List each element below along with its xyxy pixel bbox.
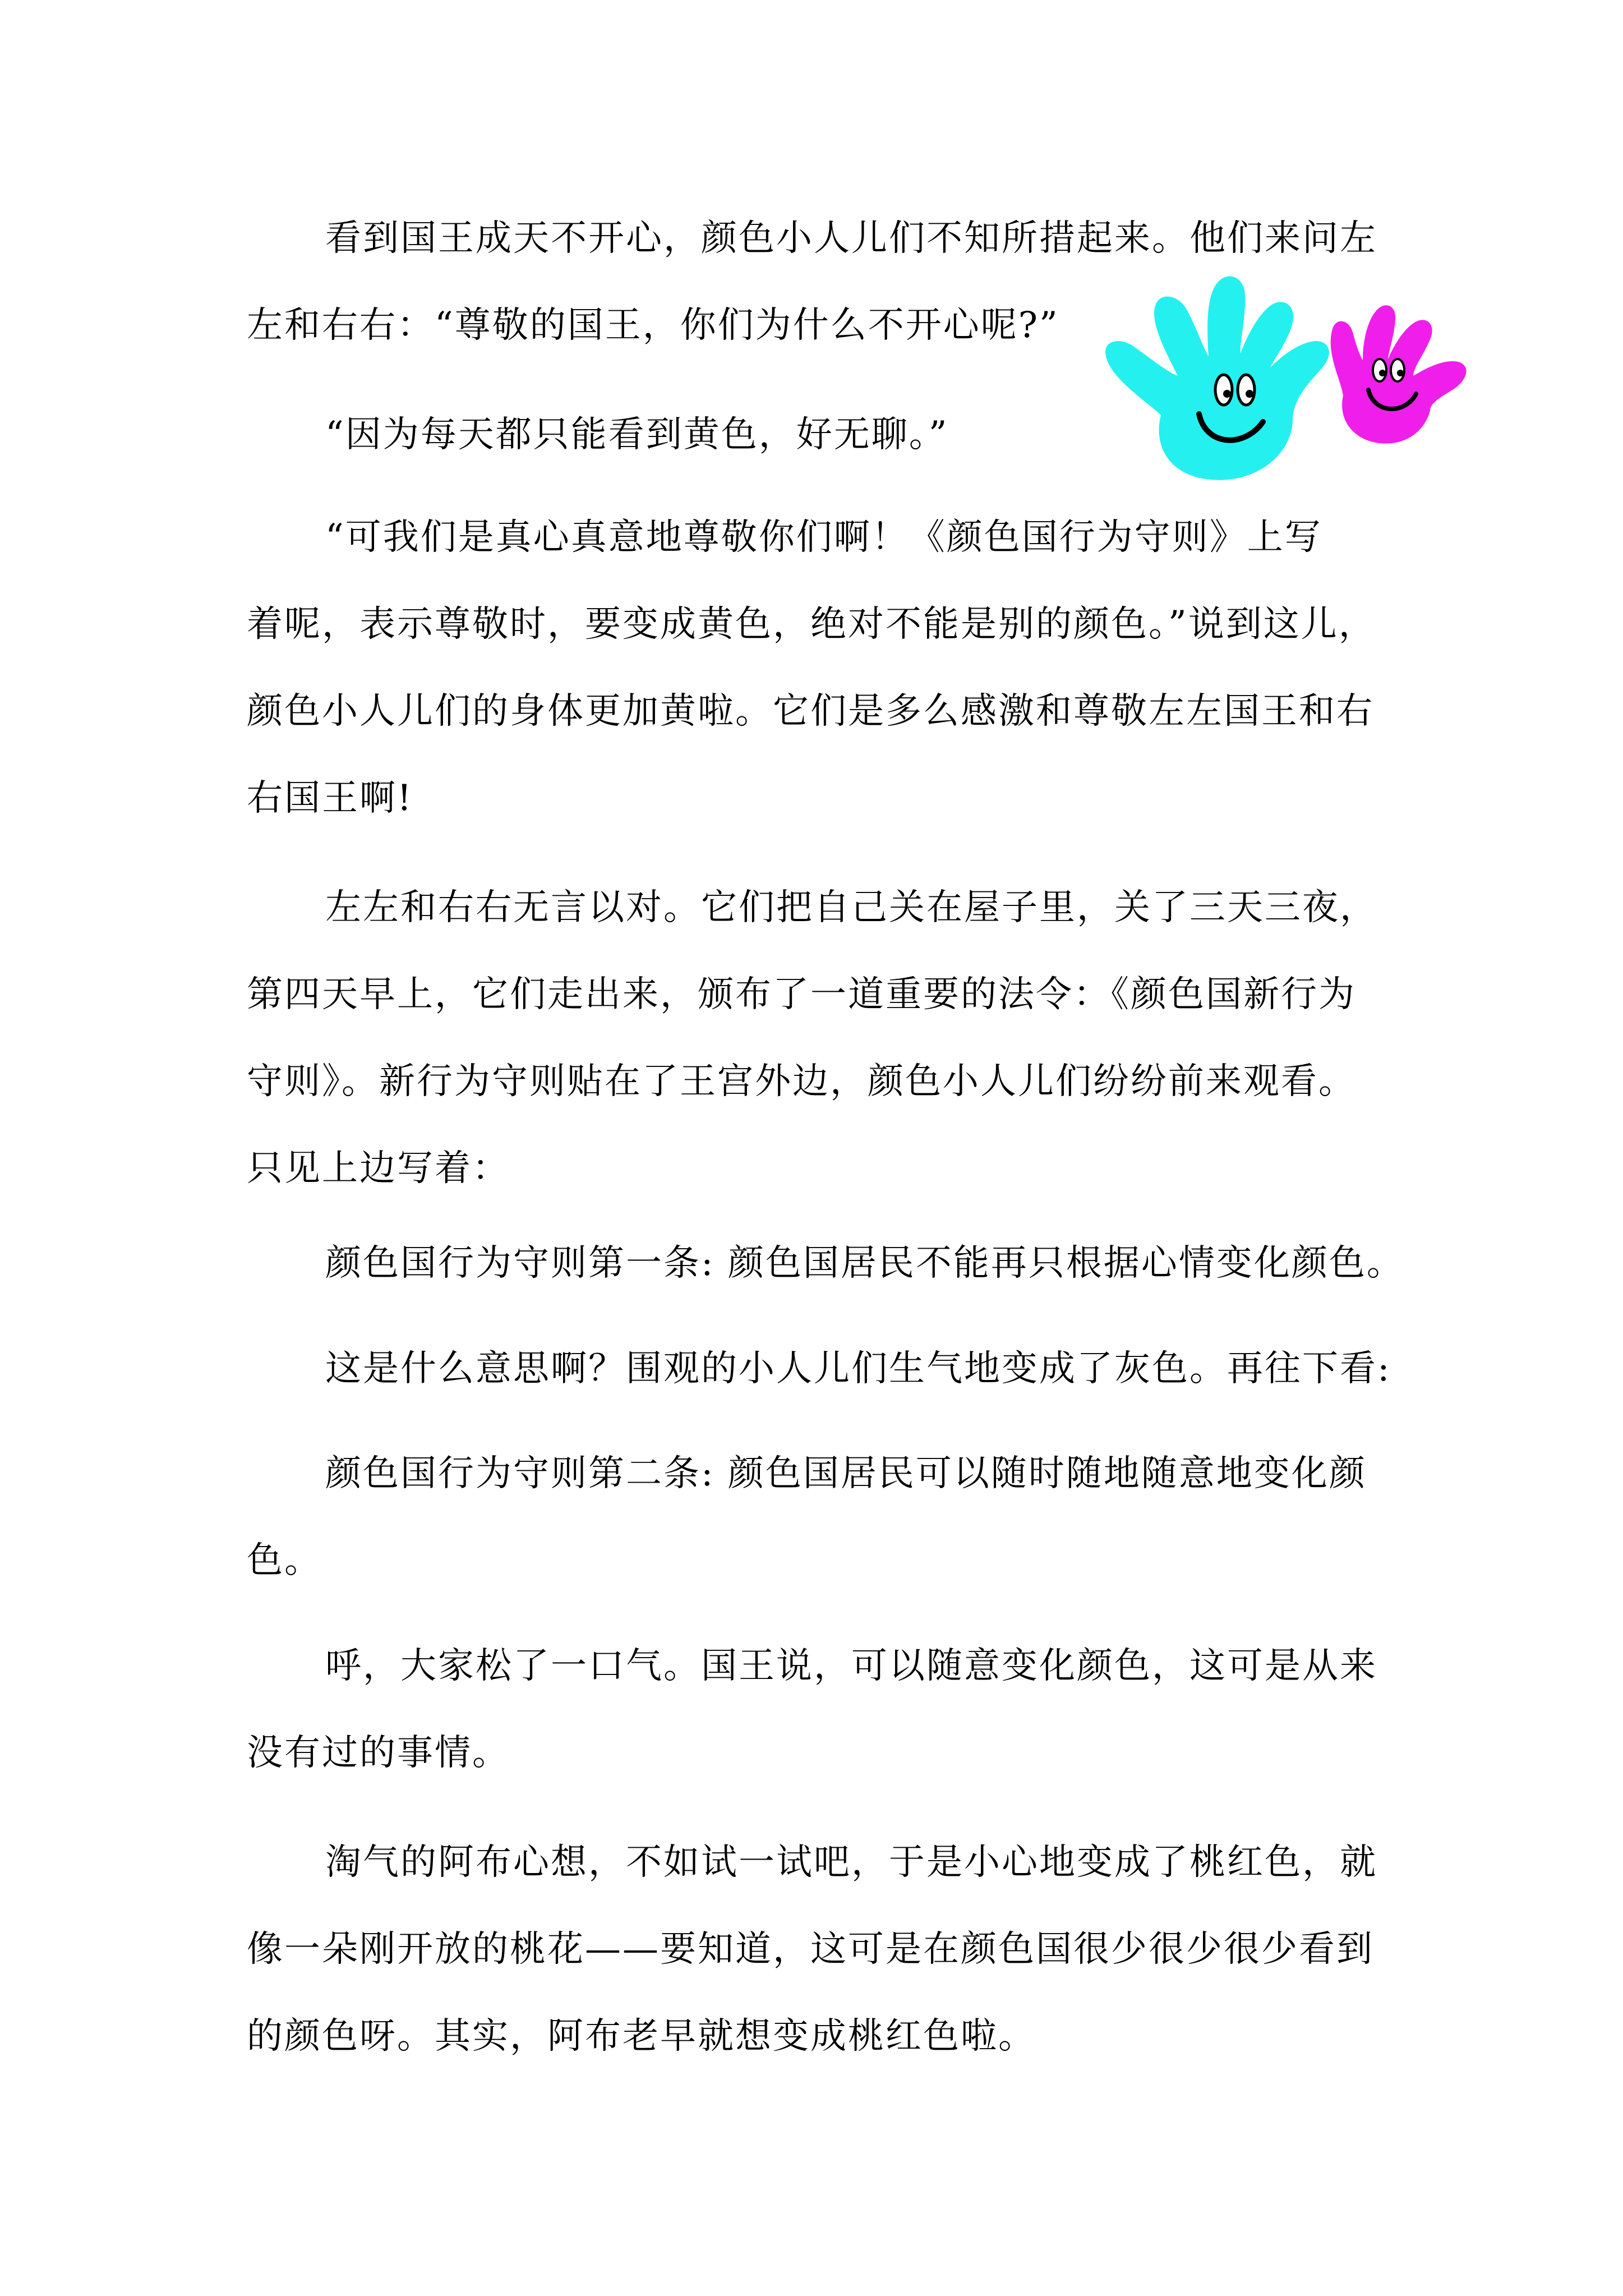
cyan-hand-icon <box>1105 277 1329 480</box>
text-line: 左和右右：“尊敬的国王，你们为什么不开心呢?” <box>247 305 1059 346</box>
text-line: 颜色小人儿们的身体更加黄啦。它们是多么感激和尊敬左左国王和右 <box>247 691 1374 732</box>
text-line: 着呢，表示尊敬时，要变成黄色，绝对不能是别的颜色。”说到这儿， <box>247 604 1376 645</box>
text-line: 右国王啊! <box>247 777 413 819</box>
text-line: “可我们是真心真意地尊敬你们啊！《颜色国行为守则》上写 <box>325 517 1322 558</box>
text-line: 只见上边写着： <box>247 1148 510 1189</box>
text-line: 颜色国行为守则第二条: 颜色国居民可以随时随地随意地变化颜 <box>325 1453 1367 1494</box>
text-line: 像一朵刚开放的桃花——要知道，这可是在颜色国很少很少很少看到 <box>247 1929 1374 1970</box>
text-line: 颜色国行为守则第一条: 颜色国居民不能再只根据心情变化颜色。 <box>325 1243 1404 1284</box>
text-line: 守则》。新行为守则贴在了王宫外边，颜色小人儿们纷纷前来观看。 <box>247 1061 1356 1102</box>
text-line: 没有过的事情。 <box>247 1732 510 1774</box>
text-line: 淘气的阿布心想，不如试一试吧，于是小心地变成了桃红色，就 <box>325 1842 1377 1883</box>
magenta-hand-icon <box>1331 305 1467 443</box>
text-line: 呼，大家松了一口气。国王说，可以随意变化颜色，这可是从来 <box>325 1645 1377 1687</box>
smiling-hands-illustration <box>1099 264 1503 488</box>
text-line: 的颜色呀。其实，阿布老早就想变成桃红色啦。 <box>247 2016 1036 2057</box>
text-line: 看到国王成天不开心，颜色小人儿们不知所措起来。他们来问左 <box>325 218 1377 259</box>
text-line: “因为每天都只能看到黄色，好无聊。” <box>325 414 949 455</box>
text-line: 这是什么意思啊？围观的小人儿们生气地变成了灰色。再往下看: <box>325 1348 1391 1389</box>
text-line: 左左和右右无言以对。它们把自己关在屋子里，关了三天三夜， <box>325 887 1377 928</box>
text-line: 色。 <box>247 1540 322 1581</box>
text-line: 第四天早上，它们走出来，颁布了一道重要的法令：《颜色国新行为 <box>247 974 1356 1015</box>
